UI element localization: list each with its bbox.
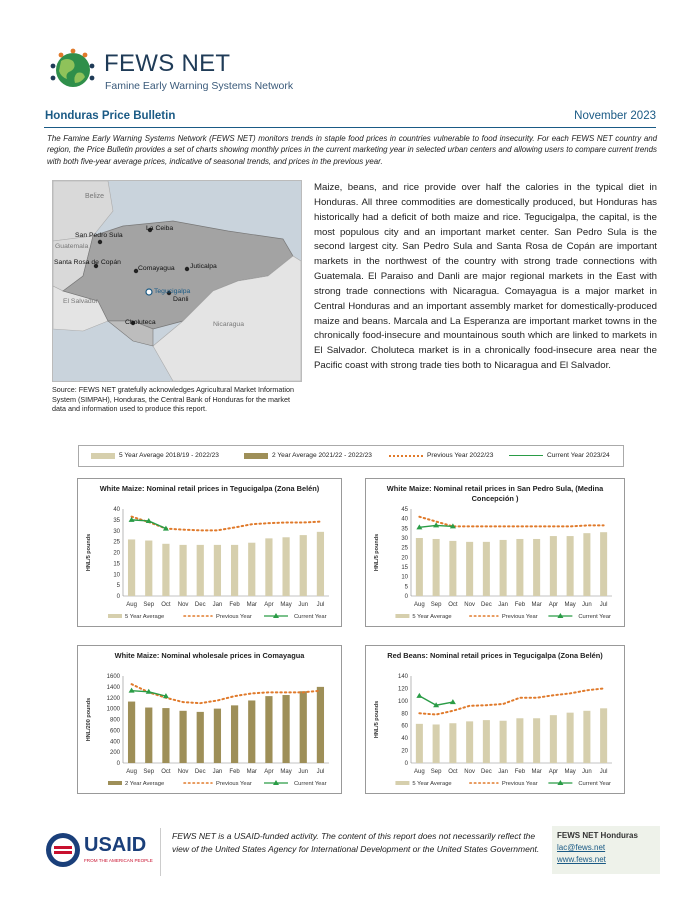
usaid-tagline: FROM THE AMERICAN PEOPLE	[84, 858, 153, 863]
legend-five-year	[91, 452, 219, 459]
y-axis-label: HNL/5 pounds	[374, 700, 380, 739]
x-tick-label: Sep	[143, 769, 155, 775]
y-tick-label: 45	[401, 507, 408, 513]
y-tick-label: 35	[401, 526, 408, 533]
map-label-la-ceiba: La Ceiba	[146, 225, 174, 232]
y-tick-label: 120	[397, 686, 408, 693]
footer-disclaimer: FEWS NET is a USAID-funded activity. The content of this report does not necessarily reflect the view of the United States Agency for International Development or the United States Government.	[172, 831, 540, 855]
bar	[265, 538, 272, 596]
legend-swatch	[395, 781, 409, 785]
legend-entry-label: Current Year	[294, 614, 327, 620]
chart-beans-tegucigalpa	[365, 645, 625, 794]
y-tick-label: 40	[113, 507, 120, 513]
y-tick-label: 20	[401, 555, 408, 562]
x-tick-label: Sep	[430, 769, 442, 775]
usaid-logo	[45, 832, 153, 870]
bar	[466, 542, 473, 596]
y-tick-label: 80	[401, 711, 408, 718]
chart-title: White Maize: Nominal retail prices in Tegucigalpa (Zona Belén)	[99, 484, 320, 493]
bar	[162, 544, 169, 596]
legend-label-two-year: 2 Year Average 2021/22 - 2022/23	[272, 452, 372, 459]
y-tick-label: 800	[109, 717, 120, 724]
x-tick-label: Dec	[481, 602, 492, 608]
x-tick-label: Mar	[246, 602, 257, 608]
x-tick-label: Oct	[161, 769, 171, 775]
bulletin-date: November 2023	[574, 110, 656, 122]
x-tick-label: Aug	[126, 602, 137, 608]
bar	[282, 537, 289, 596]
x-tick-label: Apr	[548, 769, 559, 775]
y-tick-label: 200	[109, 750, 120, 757]
legend-entry-label: Current Year	[294, 781, 327, 787]
x-tick-label: Feb	[514, 769, 526, 775]
x-tick-label: Jan	[498, 769, 508, 775]
x-tick-label: Nov	[177, 602, 189, 608]
x-tick-label: Oct	[448, 769, 458, 775]
legend-label-five-year: 5 Year Average 2018/19 - 2022/23	[119, 452, 219, 459]
y-tick-label: 600	[109, 728, 120, 735]
x-tick-label: Jan	[212, 769, 223, 775]
usaid-seal-icon	[45, 832, 81, 868]
y-tick-label: 25	[113, 539, 120, 546]
x-tick-label: May	[280, 769, 292, 775]
bar	[128, 702, 135, 763]
map-label-juticalpa: Juticalpa	[190, 263, 217, 270]
map-graphic	[53, 181, 301, 381]
x-tick-label: Dec	[481, 769, 492, 775]
legend-entry-label: 2 Year Average	[125, 781, 165, 787]
y-tick-label: 0	[404, 761, 408, 767]
bar	[533, 539, 540, 596]
legend-swatch-two-year	[244, 453, 268, 459]
x-tick-label: Dec	[194, 602, 206, 608]
bar	[483, 542, 490, 596]
x-tick-label: Mar	[531, 769, 542, 775]
chart-maize-comayagua	[77, 645, 342, 794]
y-tick-label: 15	[113, 561, 120, 568]
bar	[300, 691, 307, 763]
legend-entry-label: Previous Year	[501, 781, 538, 787]
y-tick-label: 1400	[106, 684, 120, 691]
bar	[533, 718, 540, 763]
bar	[516, 718, 523, 763]
bar	[214, 545, 221, 596]
y-tick-label: 1200	[106, 695, 120, 702]
bar	[466, 721, 473, 763]
chart-plot	[78, 646, 341, 793]
x-tick-label: Aug	[414, 769, 425, 775]
chart-maize-tegucigalpa	[77, 478, 342, 627]
bar	[265, 696, 272, 763]
bar	[500, 540, 507, 596]
x-tick-label: Jun	[582, 769, 592, 775]
legend-entry-label: Previous Year	[216, 781, 252, 787]
bar	[550, 715, 557, 763]
usaid-wordmark: USAID	[84, 834, 147, 856]
header-divider	[44, 127, 656, 128]
x-tick-label: Jun	[298, 769, 309, 775]
contact-website-link[interactable]: www.fews.net	[557, 855, 606, 864]
x-tick-label: Apr	[264, 602, 274, 608]
map-label-santa-rosa-de-copan: Santa Rosa de Copán	[54, 259, 121, 266]
bar	[600, 532, 607, 596]
bar	[600, 708, 607, 763]
legend-swatch-previous	[389, 455, 423, 457]
y-tick-label: 30	[113, 528, 120, 535]
y-axis-label: HNL/5 pounds	[374, 533, 380, 572]
legend-swatch-five-year	[91, 453, 115, 459]
x-tick-label: Dec	[194, 769, 206, 775]
y-axis-label: HNL/200 pounds	[86, 697, 92, 742]
y-tick-label: 15	[401, 565, 408, 571]
legend-two-year	[244, 452, 372, 459]
legend-label-previous: Previous Year 2022/23	[427, 452, 494, 459]
x-tick-label: Jul	[316, 769, 325, 775]
y-tick-label: 140	[397, 674, 408, 680]
y-tick-label: 40	[401, 736, 408, 743]
honduras-market-map	[52, 180, 302, 382]
x-tick-label: Jul	[599, 602, 608, 608]
legend-entry-label: Previous Year	[501, 614, 538, 620]
bar	[162, 708, 169, 763]
bar	[433, 539, 440, 596]
previous-year-line	[132, 684, 321, 703]
x-tick-label: Feb	[229, 769, 240, 775]
bar	[145, 541, 152, 596]
map-label-nicaragua: Nicaragua	[213, 321, 244, 328]
chart-title: White Maize: Nominal retail prices in San Pedro Sula, (Medina Concepción )	[386, 484, 604, 503]
bar	[449, 723, 456, 763]
x-tick-label: Jun	[298, 602, 309, 608]
y-axis-label: HNL/5 pounds	[86, 533, 92, 572]
x-tick-label: Jun	[582, 602, 592, 608]
x-tick-label: Apr	[548, 602, 559, 608]
y-tick-label: 60	[401, 723, 408, 730]
legend-entry-label: 5 Year Average	[412, 614, 452, 620]
legend-previous	[389, 452, 493, 459]
x-tick-label: Jul	[599, 769, 608, 775]
map-label-comayagua: Comayagua	[138, 265, 175, 272]
bar	[416, 724, 423, 763]
x-tick-label: Oct	[161, 602, 171, 608]
bar	[433, 724, 440, 763]
y-tick-label: 5	[404, 584, 408, 591]
y-tick-label: 20	[113, 550, 120, 557]
bar	[282, 695, 289, 763]
x-tick-label: Nov	[177, 769, 189, 775]
x-tick-label: Aug	[126, 769, 137, 775]
previous-year-line	[132, 517, 321, 531]
bar	[214, 709, 221, 763]
bar	[483, 720, 490, 763]
x-tick-label: Nov	[464, 769, 475, 775]
x-tick-label: Sep	[143, 602, 155, 608]
y-tick-label: 40	[401, 516, 408, 523]
legend-entry-label: 5 Year Average	[125, 614, 165, 620]
bar	[317, 532, 324, 596]
legend-entry-label: Current Year	[578, 614, 611, 620]
map-label-guatemala: Guatemala	[55, 243, 89, 250]
bar	[567, 713, 574, 763]
x-tick-label: Mar	[246, 769, 257, 775]
x-tick-label: Feb	[514, 602, 526, 608]
x-tick-label: Mar	[531, 602, 542, 608]
chart-plot	[366, 479, 624, 626]
chart-legend	[78, 445, 624, 467]
y-tick-label: 400	[109, 739, 120, 746]
current-year-point	[450, 699, 456, 704]
map-label-choluteca: Choluteca	[125, 319, 156, 326]
bar	[197, 712, 204, 763]
bar	[500, 721, 507, 763]
map-label-tegucigalpa: Tegucigalpa	[154, 288, 191, 295]
previous-year-line	[419, 688, 603, 714]
bar	[231, 705, 238, 763]
y-tick-label: 35	[113, 517, 120, 524]
y-tick-label: 30	[401, 536, 408, 542]
bar	[231, 545, 238, 596]
bar	[128, 539, 135, 596]
bar	[583, 711, 590, 763]
bar	[145, 708, 152, 763]
map-source-note: Source: FEWS NET gratefully acknowledges Agricultural Market Information System (SIMPAH), Honduras, the Central Bank of Honduras for the market data and information used to produce this report.	[52, 385, 294, 414]
chart-maize-san-pedro-sula	[365, 478, 625, 627]
x-tick-label: Aug	[414, 602, 425, 608]
legend-label-current: Current Year 2023/24	[547, 452, 610, 459]
bar	[197, 545, 204, 596]
bar	[248, 543, 255, 596]
map-label-belize: Belize	[85, 193, 105, 200]
bulletin-title: Honduras Price Bulletin	[45, 110, 176, 122]
chart-title: White Maize: Nominal wholesale prices in Comayagua	[114, 651, 305, 660]
footer-contact-box	[552, 826, 660, 874]
y-tick-label: 1000	[106, 706, 120, 713]
legend-swatch	[395, 614, 409, 618]
map-label-danli: Danli	[173, 296, 189, 303]
contact-title: FEWS NET Honduras	[557, 831, 638, 840]
bar	[416, 538, 423, 596]
footer-divider	[160, 828, 161, 876]
y-tick-label: 25	[401, 545, 408, 552]
intro-paragraph: The Famine Early Warning Systems Network (FEWS NET) monitors trends in staple food prices in countries vulnerable to food insecurity. For each FEWS NET country and region, the Price Bulletin provides a set of charts showing monthly prices in the current marketing year in selected urban centers and allowing users to compare current trends with both five-year average prices, indicative of seasonal trends, and prices in the previous year.	[47, 134, 657, 166]
chart-plot	[78, 479, 341, 626]
y-tick-label: 0	[116, 594, 120, 600]
bar	[449, 541, 456, 596]
bar	[567, 536, 574, 596]
x-tick-label: Jan	[498, 602, 508, 608]
y-tick-label: 20	[401, 748, 408, 755]
y-tick-label: 10	[113, 572, 120, 579]
brand-subtitle: Famine Early Warning Systems Network	[105, 80, 294, 92]
bar	[248, 700, 255, 763]
bar	[550, 536, 557, 596]
bar	[516, 539, 523, 596]
x-tick-label: Oct	[448, 602, 458, 608]
x-tick-label: May	[564, 769, 576, 775]
narrative-paragraph: Maize, beans, and rice provide over half the calories in the typical diet in Honduras. All three commodities are domestically produced, but Honduras has historically had a deficit of both maize and rice. Tegucigalpa, the capital, is the most populous city and an important market center. San Pedro Sula is the second largest city. San Pedro Sula and Santa Rosa de Copán are important markets in the northwest of the country with strong trade connections with Guatemala. El Paraiso and Danli are major regional markets in the East with strong trade connections with Nicaragua. Comayagua is a major market in Central Honduras and an important assembly market for domestically-produced maize and beans. Marcala and La Esperanza are important market towns in the chronically food-insecure and mountainous south which are linked to markets in El Salvador. Choluteca market is in a chronically food-insecure area near the Pacific coast with strong trade ties both to Nicaragua and El Salvador.	[314, 182, 657, 372]
legend-swatch-current	[509, 455, 543, 456]
chart-title: Red Beans: Nominal retail prices in Tegucigalpa (Zona Belén)	[387, 651, 603, 660]
bar	[317, 687, 324, 763]
y-tick-label: 5	[116, 583, 120, 590]
chart-plot	[366, 646, 624, 793]
x-tick-label: Sep	[430, 602, 442, 608]
x-tick-label: Apr	[264, 769, 274, 775]
bar	[583, 533, 590, 596]
legend-swatch	[108, 614, 122, 618]
bar	[300, 535, 307, 596]
y-tick-label: 10	[401, 574, 408, 581]
y-tick-label: 0	[404, 594, 408, 600]
legend-entry-label: Previous Year	[216, 614, 252, 620]
map-label-san-pedro-sula: San Pedro Sula	[75, 232, 123, 239]
x-tick-label: May	[564, 602, 576, 608]
contact-email-link[interactable]: lac@fews.net	[557, 843, 606, 852]
previous-year-line	[419, 517, 603, 527]
legend-entry-label: 5 Year Average	[412, 781, 452, 787]
current-year-point	[416, 693, 422, 698]
y-tick-label: 100	[397, 698, 408, 705]
y-tick-label: 1600	[106, 674, 120, 680]
brand-title: FEWS NET	[104, 50, 231, 77]
map-label-el-salvador: El Salvador	[63, 298, 98, 305]
legend-swatch	[108, 781, 122, 785]
x-tick-label: Jul	[316, 602, 325, 608]
legend-entry-label: Current Year	[578, 781, 611, 787]
x-tick-label: Jan	[212, 602, 223, 608]
x-tick-label: May	[280, 602, 292, 608]
y-tick-label: 0	[116, 761, 120, 767]
bar	[179, 545, 186, 596]
x-tick-label: Nov	[464, 602, 475, 608]
bar	[179, 711, 186, 763]
legend-current	[509, 452, 610, 459]
fews-net-globe-logo	[47, 47, 99, 93]
x-tick-label: Feb	[229, 602, 240, 608]
